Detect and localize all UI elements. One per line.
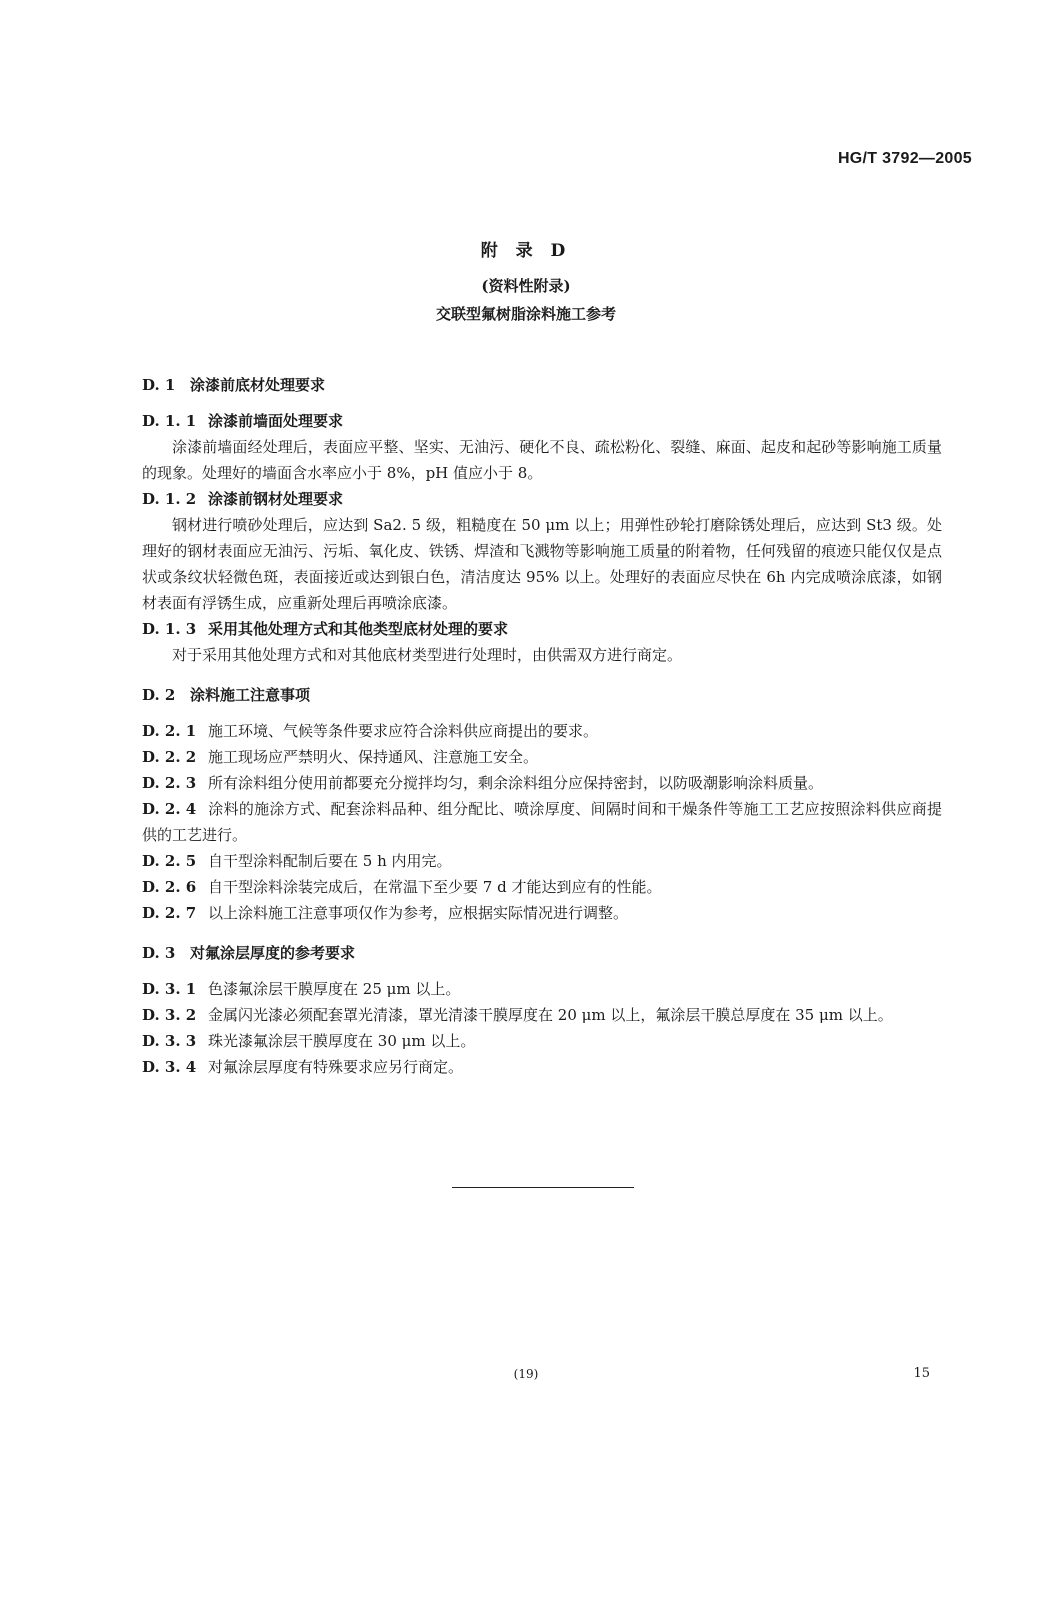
list-item: D. 3. 2 金属闪光漆必须配套罩光清漆，罩光清漆干膜厚度在 20 μm 以上，氟涂层干膜总厚度在 35 μm 以上。	[142, 1006, 893, 1024]
subsection-d11-heading: D. 1. 1 涂漆前墙面处理要求	[142, 412, 344, 430]
subsection-d12-heading: D. 1. 2 涂漆前钢材处理要求	[142, 490, 344, 508]
list-item: D. 2. 4 涂料的施涂方式、配套涂料品种、组分配比、喷涂厚度、间隔时间和干燥条件等施工工艺应按照涂料供应商提供的工艺进行。	[142, 800, 942, 844]
end-rule	[452, 1187, 634, 1188]
page-number: 15	[913, 1366, 930, 1381]
list-item: D. 3. 3 珠光漆氟涂层干膜厚度在 30 μm 以上。	[142, 1032, 476, 1050]
subsection-d11-text: 涂漆前墙面经处理后，表面应平整、坚实、无油污、硬化不良、疏松粉化、裂缝、麻面、起皮和起砂等影响施工质量的现象。处理好的墙面含水率应小于 8%，pH 值应小于 8。	[142, 438, 942, 482]
list-item: D. 2. 6 自干型涂料涂装完成后，在常温下至少要 7 d 才能达到应有的性能。	[142, 878, 662, 896]
section-d2-heading: D. 2 涂料施工注意事项	[142, 686, 311, 704]
subsection-d13-text: 对于采用其他处理方式和对其他底材类型进行处理时，由供需双方进行商定。	[172, 646, 683, 664]
subsection-d13-heading: D. 1. 3 采用其他处理方式和其他类型底材处理的要求	[142, 620, 509, 638]
appendix-type: (资料性附录)	[481, 277, 571, 295]
appendix-name: 交联型氟树脂涂料施工参考	[435, 305, 616, 323]
section-d3-heading: D. 3 对氟涂层厚度的参考要求	[142, 944, 356, 962]
list-item: D. 3. 4 对氟涂层厚度有特殊要求应另行商定。	[142, 1058, 464, 1076]
list-item: D. 2. 7 以上涂料施工注意事项仅作为参考，应根据实际情况进行调整。	[142, 904, 629, 922]
center-page-mark: (19)	[513, 1367, 539, 1381]
list-item: D. 2. 1 施工环境、气候等条件要求应符合涂料供应商提出的要求。	[142, 722, 599, 740]
list-item: D. 2. 3 所有涂料组分使用前都要充分搅拌均匀，剩余涂料组分应保持密封，以防吸潮影响涂料质量。	[142, 774, 824, 792]
appendix-title: 附 录 D	[480, 241, 572, 261]
list-item: D. 2. 5 自干型涂料配制后要在 5 h 内用完。	[142, 852, 452, 870]
list-item: D. 3. 1 色漆氟涂层干膜厚度在 25 μm 以上。	[142, 980, 461, 998]
section-d1-heading: D. 1 涂漆前底材处理要求	[142, 376, 326, 394]
standard-code: HG/T 3792—2005	[837, 150, 972, 167]
subsection-d12-text: 钢材进行喷砂处理后，应达到 Sa2. 5 级，粗糙度在 50 μm 以上；用弹性砂轮打磨除锈处理后，应达到 St3 级。处理好的钢材表面应无油污、污垢、氧化皮、铁锈、焊渣和飞溅物等影响施工质量的附着物，任何残留的痕迹只能仅仅是点状或条纹状轻微色斑，表面接近或达到银白色，清洁度达 95% 以上。处理好的表面应尽快在 6h 内完成喷涂底漆，如钢材表面有浮锈生成，应重新处理后再喷涂底漆。	[142, 516, 942, 612]
document-body	[142, 372, 942, 1080]
list-item: D. 2. 2 施工现场应严禁明火、保持通风、注意施工安全。	[142, 748, 539, 766]
